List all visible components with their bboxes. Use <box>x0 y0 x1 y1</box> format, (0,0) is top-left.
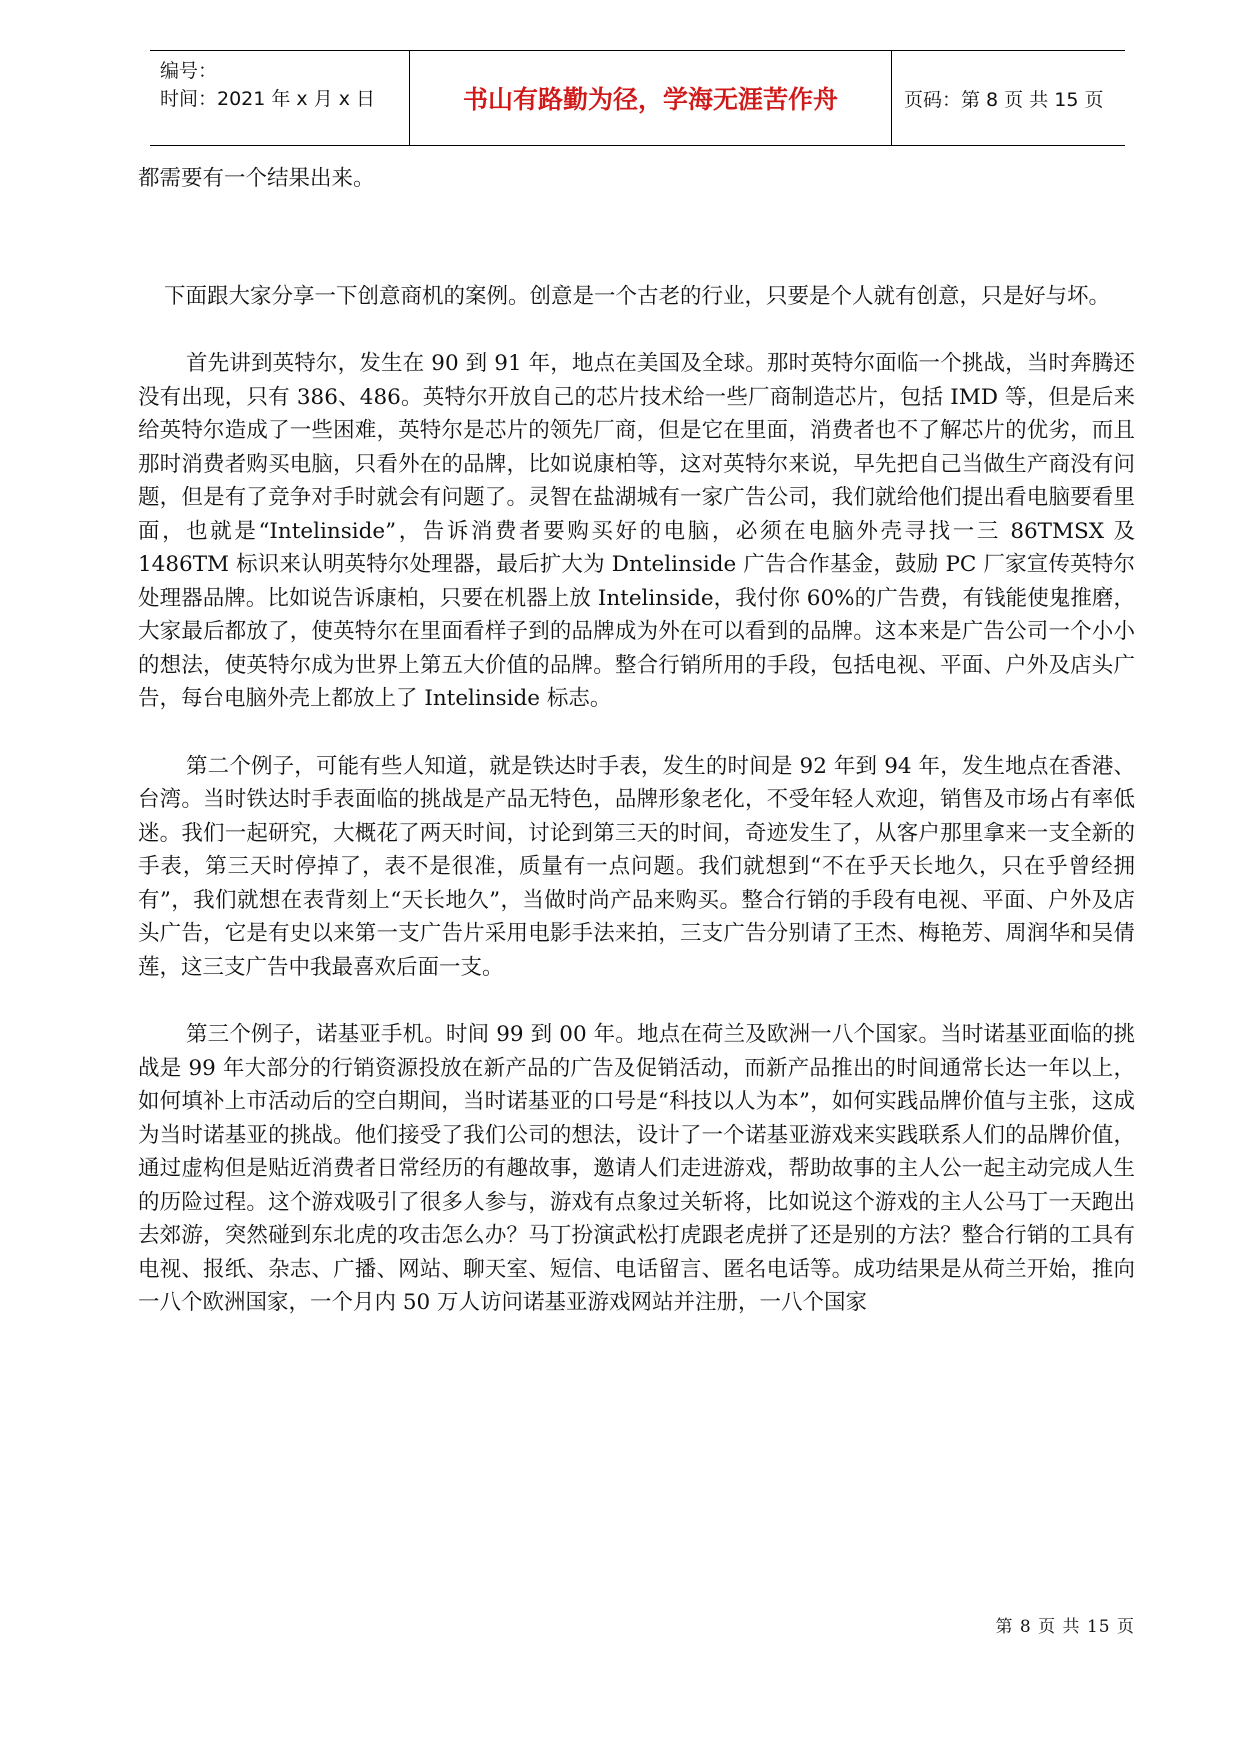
paragraph-nokia: 第三个例子，诺基亚手机。时间 99 到 00 年。地点在荷兰及欧洲一八个国家。当时诺基亚面临的挑战是 99 年大部分的行销资源投放在新产品的广告及促销活动，而新产品推出的时间通常长达一年以上，如何填补上市活动后的空白期间，当时诺基亚的口号是“科技以人为本”，如何实践品牌价值与主张，这成为当时诺基亚的挑战。他们接受了我们公司的想法，设计了一个诺基亚游戏来实践联系人们的品牌价值，通过虚构但是贴近消费者日常经历的有趣故事，邀请人们走进游戏，帮助故事的主人公一起主动完成人生的历险过程。这个游戏吸引了很多人参与，游戏有点象过关斩将，比如说这个游戏的主人公马丁一天跑出去郊游，突然碰到东北虎的攻击怎么办？马丁扮演武松打虎跟老虎拼了还是别的方法？整合行销的工具有电视、报纸、杂志、广播、网站、聊天室、短信、电话留言、匿名电话等。成功结果是从荷兰开始，推向一八个欧洲国家，一个月内 50 万人访问诺基亚游戏网站并注册，一八个国家 <box>138 1022 1135 1315</box>
document-number-label: 编号： <box>160 60 218 82</box>
page-header <box>150 50 1125 146</box>
page-footer: 第 8 页 共 15 页 <box>995 1617 1135 1637</box>
continued-line: 都需要有一个结果出来。 <box>138 166 375 191</box>
header-page-info: 页码：第 8 页 共 15 页 <box>904 88 1104 111</box>
header-meta <box>150 51 410 145</box>
document-body <box>138 162 1135 1320</box>
paragraph-intro: 下面跟大家分享一下创意商机的案例。创意是一个古老的行业，只要是个人就有创意，只是好与坏。 <box>164 283 1111 309</box>
document-date: 时间：2021 年 x 月 x 日 <box>160 88 376 110</box>
paragraph-titus: 第二个例子，可能有些人知道，就是铁达时手表，发生的时间是 92 年到 94 年，发生地点在香港、台湾。当时铁达时手表面临的挑战是产品无特色，品牌形象老化，不受年轻人欢迎，销售及市场占有率低迷。我们一起研究，大概花了两天时间，讨论到第三天的时间，奇迹发生了，从客户那里拿来一支全新的手表，第三天时停掉了，表不是很准，质量有一点问题。我们就想到“不在乎天长地久，只在乎曾经拥有”，我们就想在表背刻上“天长地久”，当做时尚产品来购买。整合行销的手段有电视、平面、户外及店头广告，它是有史以来第一支广告片采用电影手法来拍，三支广告分别请了王杰、梅艳芳、周润华和吴倩莲，这三支广告中我最喜欢后面一支。 <box>138 753 1135 980</box>
paragraph-intel: 首先讲到英特尔，发生在 90 到 91 年，地点在美国及全球。那时英特尔面临一个挑战，当时奔腾还没有出现，只有 386、486。英特尔开放自己的芯片技术给一些厂商制造芯片，包括 IMD 等，但是后来给英特尔造成了一些困难，英特尔是芯片的领先厂商，但是它在里面，消费者也不了解芯片的优劣，而且那时消费者购买电脑，只看外在的品牌，比如说康柏等，这对英特尔来说，早先把自己当做生产商没有问题，但是有了竞争对手时就会有问题了。灵智在盐湖城有一家广告公司，我们就给他们提出看电脑要看里面，也就是“Intelinside”，告诉消费者要购买好的电脑，必须在电脑外壳寻找一三 86TMSX 及 1486TM 标识来认明英特尔处理器，最后扩大为 Dntelinside 广告合作基金，鼓励 PC 厂家宣传英特尔处理器品牌。比如说告诉康柏，只要在机器上放 Intelinside，我付你 60%的广告费，有钱能使鬼推磨，大家最后都放了，使英特尔在里面看样子到的品牌成为外在可以看到的品牌。这本来是广告公司一个小小的想法，使英特尔成为世界上第五大价值的品牌。整合行销所用的手段，包括电视、平面、户外及店头广告，每台电脑外壳上都放上了 Intelinside 标志。 <box>138 351 1135 711</box>
header-motto: 书山有路勤为径，学海无涯苦作舟 <box>410 51 892 145</box>
